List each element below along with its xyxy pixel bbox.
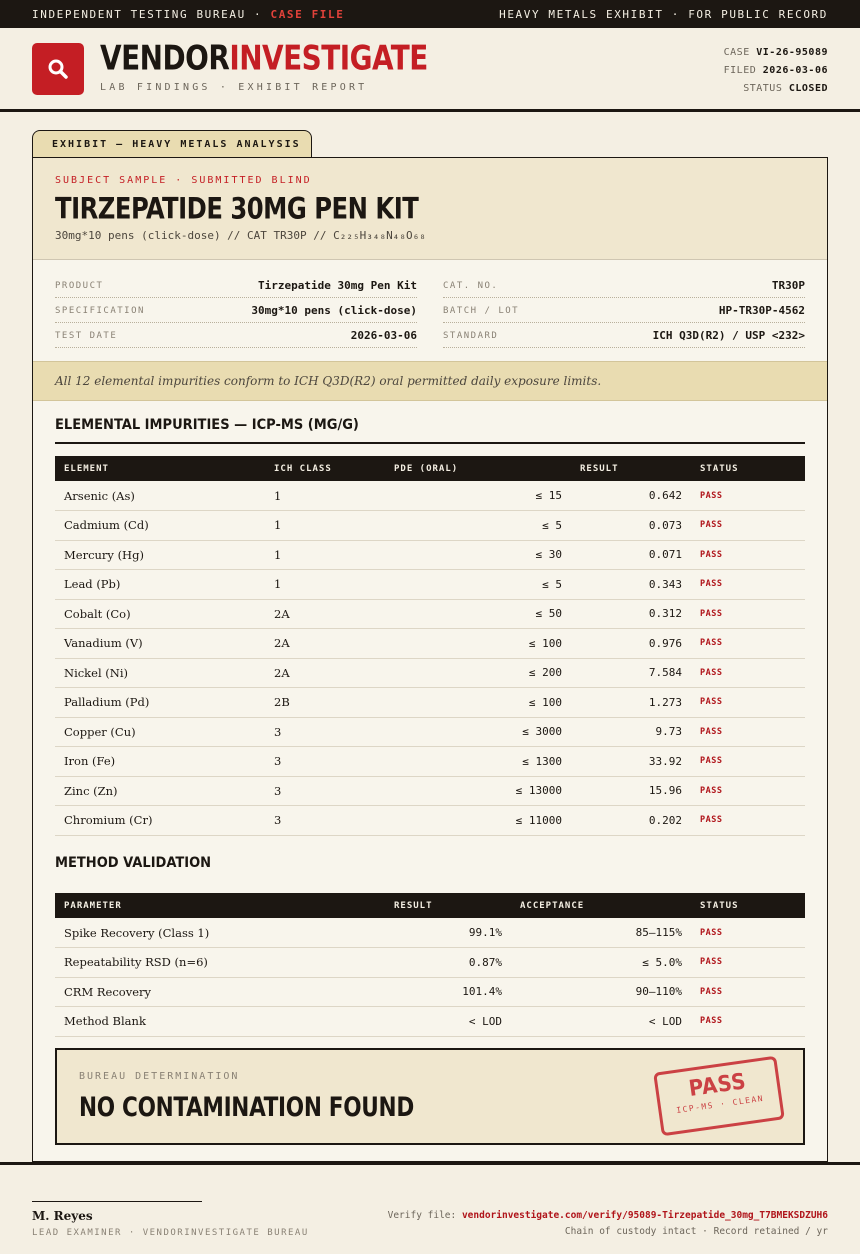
pde-cell: ≤ 100 (385, 629, 571, 659)
signer-name: M. Reyes (32, 1209, 93, 1223)
status-badge: PASS (691, 599, 805, 629)
determination-title: NO CONTAMINATION FOUND (79, 1092, 414, 1123)
result-cell: 0.073 (571, 511, 691, 541)
header (0, 28, 860, 112)
validation-row (55, 977, 805, 1007)
validation-row (55, 1007, 805, 1037)
parameter-cell: CRM Recovery (55, 977, 385, 1007)
col-val-status: STATUS (691, 893, 805, 918)
ich-class-cell: 3 (265, 776, 385, 806)
col-pde: PDE (ORAL) (385, 456, 571, 481)
verify-label: Verify file: (387, 1210, 462, 1221)
conformance-summary: All 12 elemental impurities conform to ICH Q3D(R2) oral permitted daily exposure limits. (33, 361, 827, 401)
ich-class-cell: 2A (265, 599, 385, 629)
case-number: CASE VI-26-95089 (723, 47, 828, 58)
result-cell: 1.273 (571, 688, 691, 718)
col-ich-class: ICH CLASS (265, 456, 385, 481)
element-cell: Cadmium (Cd) (55, 511, 265, 541)
impurity-row (55, 511, 805, 541)
pde-cell: ≤ 100 (385, 688, 571, 718)
pde-cell: ≤ 5 (385, 511, 571, 541)
parameter-cell: Spike Recovery (Class 1) (55, 918, 385, 948)
element-cell: Zinc (Zn) (55, 776, 265, 806)
element-cell: Vanadium (V) (55, 629, 265, 659)
properties-grid (33, 260, 827, 360)
ich-class-cell: 2B (265, 688, 385, 718)
pde-cell: ≤ 5 (385, 570, 571, 600)
acceptance-cell: < LOD (511, 1007, 691, 1037)
pde-cell: ≤ 1300 (385, 747, 571, 777)
acceptance-cell: 90–110% (511, 977, 691, 1007)
exhibit-card (32, 157, 828, 1162)
pde-cell: ≤ 15 (385, 481, 571, 511)
case-file-label: CASE FILE (270, 7, 345, 21)
case-status: STATUS CLOSED (743, 83, 828, 94)
stamp-subtext: ICP-MS · CLEAN (675, 1093, 765, 1116)
brand-name: VENDORINVESTIGATE (100, 39, 428, 79)
top-bar (0, 0, 860, 28)
subject-label: SUBJECT SAMPLE · SUBMITTED BLIND (55, 175, 312, 186)
element-cell: Iron (Fe) (55, 747, 265, 777)
result-cell: 0.202 (571, 806, 691, 836)
brand (100, 39, 428, 93)
impurity-row (55, 540, 805, 570)
col-element: ELEMENT (55, 456, 265, 481)
parameter-cell: Repeatability RSD (n=6) (55, 948, 385, 978)
ich-class-cell: 1 (265, 570, 385, 600)
status-badge: PASS (691, 481, 805, 511)
result-cell: 0.343 (571, 570, 691, 600)
impurity-row (55, 747, 805, 777)
result-cell: 33.92 (571, 747, 691, 777)
result-cell: 15.96 (571, 776, 691, 806)
val-result-cell: 101.4% (385, 977, 511, 1007)
result-cell: 7.584 (571, 658, 691, 688)
top-bar-right: HEAVY METALS EXHIBIT · FOR PUBLIC RECORD (499, 7, 828, 21)
result-cell: 0.071 (571, 540, 691, 570)
status-badge: PASS (691, 658, 805, 688)
prop-specification: SPECIFICATION 30mg*10 pens (click-dose) (55, 299, 417, 323)
logo (32, 43, 84, 95)
impurities-title: ELEMENTAL IMPURITIES — ICP-MS (MG/G) (55, 417, 805, 444)
impurities-table (55, 456, 805, 836)
status-badge: PASS (691, 806, 805, 836)
status-badge: PASS (691, 511, 805, 541)
val-result-cell: < LOD (385, 1007, 511, 1037)
brand-subtitle: LAB FINDINGS · EXHIBIT REPORT (100, 82, 368, 93)
result-cell: 0.976 (571, 629, 691, 659)
status-badge: PASS (691, 570, 805, 600)
impurity-row (55, 688, 805, 718)
pde-cell: ≤ 30 (385, 540, 571, 570)
status-badge: PASS (691, 977, 805, 1007)
result-cell: 0.642 (571, 481, 691, 511)
status-badge: PASS (691, 688, 805, 718)
element-cell: Lead (Pb) (55, 570, 265, 600)
validation-title: METHOD VALIDATION (55, 855, 212, 871)
parameter-cell: Method Blank (55, 1007, 385, 1037)
ich-class-cell: 1 (265, 481, 385, 511)
ich-class-cell: 3 (265, 806, 385, 836)
ich-class-cell: 3 (265, 717, 385, 747)
status-badge: PASS (691, 776, 805, 806)
status-badge: PASS (691, 540, 805, 570)
prop-cat-no: CAT. NO. TR30P (443, 274, 805, 298)
custody-note: Chain of custody intact · Record retained / yr (564, 1226, 828, 1237)
col-acceptance: ACCEPTANCE (511, 893, 691, 918)
col-parameter: PARAMETER (55, 893, 385, 918)
prop-test-date: TEST DATE 2026-03-06 (55, 324, 417, 348)
bureau-determination (55, 1048, 805, 1145)
element-cell: Palladium (Pd) (55, 688, 265, 718)
impurity-row (55, 570, 805, 600)
subject-title: TIRZEPATIDE 30MG PEN KIT (55, 192, 419, 227)
footer-divider (0, 1162, 860, 1165)
acceptance-cell: 85–115% (511, 918, 691, 948)
result-cell: 9.73 (571, 717, 691, 747)
status-badge: PASS (691, 629, 805, 659)
exhibit-tab: EXHIBIT — HEAVY METALS ANALYSIS (32, 130, 312, 158)
prop-standard: STANDARD ICH Q3D(R2) / USP <232> (443, 324, 805, 348)
element-cell: Mercury (Hg) (55, 540, 265, 570)
col-val-result: RESULT (385, 893, 511, 918)
determination-label: BUREAU DETERMINATION (79, 1071, 240, 1082)
val-result-cell: 99.1% (385, 918, 511, 948)
ich-class-cell: 1 (265, 511, 385, 541)
impurity-row (55, 629, 805, 659)
impurity-row (55, 599, 805, 629)
stamp-text: PASS (687, 1069, 748, 1102)
subject-description: 30mg*10 pens (click-dose) // CAT TR30P // C₂₂₅H₃₄₈N₄₈O₆₈ (55, 229, 426, 242)
pde-cell: ≤ 50 (385, 599, 571, 629)
status-badge: PASS (691, 747, 805, 777)
signature-line (32, 1201, 202, 1202)
top-bar-left (32, 8, 344, 21)
val-result-cell: 0.87% (385, 948, 511, 978)
col-result: RESULT (571, 456, 691, 481)
ich-class-cell: 3 (265, 747, 385, 777)
validation-row (55, 948, 805, 978)
impurity-row (55, 658, 805, 688)
filed-date: FILED 2026-03-06 (723, 65, 828, 76)
signer-role: LEAD EXAMINER · VENDORINVESTIGATE BUREAU (32, 1228, 309, 1238)
pde-cell: ≤ 13000 (385, 776, 571, 806)
ich-class-cell: 2A (265, 629, 385, 659)
col-status: STATUS (691, 456, 805, 481)
validation-row (55, 918, 805, 948)
pass-stamp (653, 1056, 785, 1137)
prop-batch: BATCH / LOT HP-TR30P-4562 (443, 299, 805, 323)
ich-class-cell: 2A (265, 658, 385, 688)
status-badge: PASS (691, 918, 805, 948)
impurity-row (55, 806, 805, 836)
status-badge: PASS (691, 717, 805, 747)
element-cell: Chromium (Cr) (55, 806, 265, 836)
element-cell: Cobalt (Co) (55, 599, 265, 629)
element-cell: Copper (Cu) (55, 717, 265, 747)
pde-cell: ≤ 11000 (385, 806, 571, 836)
element-cell: Arsenic (As) (55, 481, 265, 511)
pde-cell: ≤ 3000 (385, 717, 571, 747)
ich-class-cell: 1 (265, 540, 385, 570)
bureau-name: INDEPENDENT TESTING BUREAU · (32, 7, 271, 21)
result-cell: 0.312 (571, 599, 691, 629)
verify-link[interactable]: vendorinvestigate.com/verify/95089-Tirzepatide_30mg_T7BMEKSDZUH6 (461, 1210, 828, 1221)
impurity-row (55, 776, 805, 806)
impurity-row (55, 717, 805, 747)
pde-cell: ≤ 200 (385, 658, 571, 688)
impurity-row (55, 481, 805, 511)
status-badge: PASS (691, 948, 805, 978)
element-cell: Nickel (Ni) (55, 658, 265, 688)
status-badge: PASS (691, 1007, 805, 1037)
case-meta (724, 44, 828, 98)
magnifier-icon (46, 57, 70, 81)
validation-header-row (55, 893, 805, 918)
validation-table (55, 893, 805, 1037)
subject-section (33, 158, 827, 260)
verify-file (388, 1210, 828, 1221)
acceptance-cell: ≤ 5.0% (511, 948, 691, 978)
prop-product: PRODUCT Tirzepatide 30mg Pen Kit (55, 274, 417, 298)
impurities-header-row (55, 456, 805, 481)
